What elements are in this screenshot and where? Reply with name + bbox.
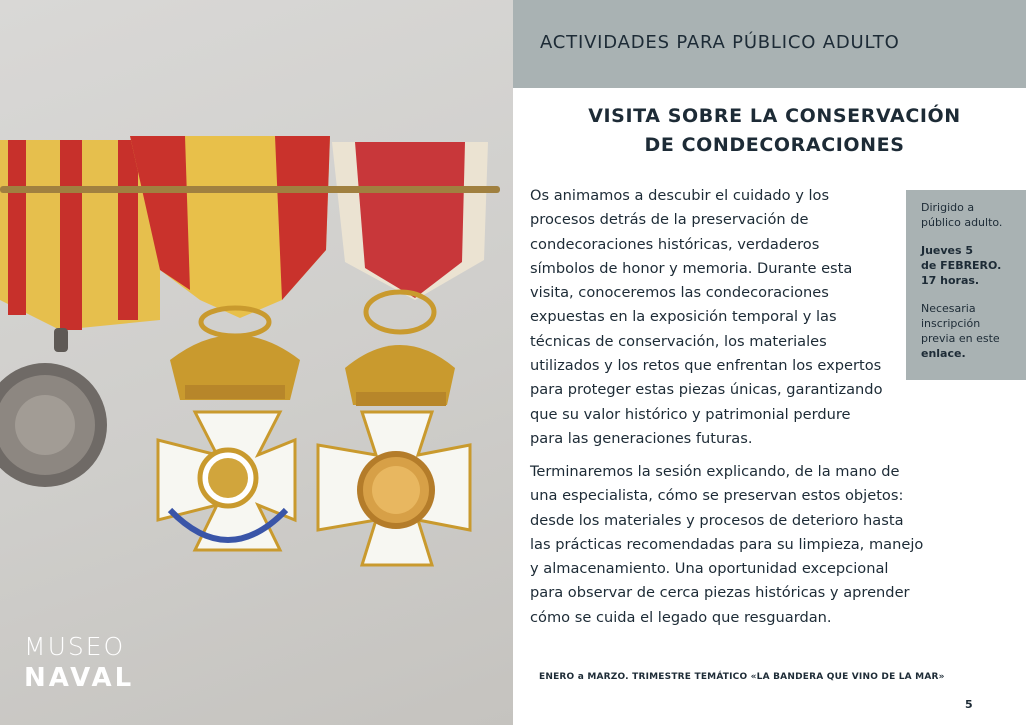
pin-bar: [0, 186, 500, 193]
crown-middle: [170, 308, 300, 400]
text-line: símbolos de honor y memoria. Durante esta: [530, 259, 853, 277]
text-line: procesos detrás de la preservación de: [530, 211, 809, 229]
text-line: condecoraciones históricas, verdaderos: [530, 235, 820, 253]
ribbon-right: [332, 142, 488, 300]
silver-medal: [0, 328, 107, 487]
registration-link[interactable]: enlace.: [921, 347, 966, 360]
text-line: técnicas de conservación, los materiales: [530, 332, 827, 350]
text-line: expuestas en la exposición temporal y las: [530, 308, 837, 326]
cross-right: [318, 412, 470, 565]
text-line: y almacenamiento. Una oportunidad excepcional: [530, 560, 889, 578]
date-line: de FEBRERO.: [921, 259, 1002, 272]
footer-text: ENERO a MARZO. TRIMESTRE TEMÁTICO «LA BANDERA QUE VINO DE LA MAR»: [539, 672, 945, 682]
event-title: [513, 102, 1026, 160]
date-line: Jueves 5: [921, 244, 974, 257]
event-title-line: VISITA SOBRE LA CONSERVACIÓN: [588, 105, 961, 127]
text-line: para las generaciones futuras.: [530, 429, 753, 447]
text-line: una especialista, cómo se preservan estos objetos:: [530, 487, 904, 505]
cross-middle: [158, 412, 295, 550]
event-description-1: [530, 184, 902, 451]
event-description-2: [530, 460, 950, 630]
text-line: para proteger estas piezas únicas, garantizando: [530, 381, 883, 399]
event-info-box: [906, 190, 1026, 380]
section-title: ACTIVIDADES PARA PÚBLICO ADULTO: [540, 32, 900, 53]
date-info: [921, 243, 1018, 288]
time-line: 17 horas.: [921, 274, 980, 287]
registration-info: [921, 301, 1018, 361]
event-title-line: DE CONDECORACIONES: [644, 134, 905, 156]
text-line: Terminaremos la sesión explicando, de la mano de: [530, 463, 900, 480]
text-line: para observar de cerca piezas históricas y aprender: [530, 584, 910, 602]
audience-line: Dirigido a: [921, 201, 975, 214]
text-line: Os animamos a descubir el cuidado y los: [530, 187, 830, 204]
page-number: 5: [965, 698, 973, 711]
text-line: utilizados y los retos que enfrentan los expertos: [530, 357, 882, 375]
crown-right: [345, 292, 455, 406]
text-line: las prácticas recomendadas para su limpieza, manejo: [530, 535, 924, 553]
logo-line-2: NAVAL: [24, 663, 135, 693]
section-header: [513, 0, 1026, 88]
registration-line: Necesaria: [921, 302, 976, 315]
registration-line: inscripción: [921, 317, 981, 330]
text-line: visita, conoceremos las condecoraciones: [530, 284, 829, 302]
logo-line-1: MUSEO: [24, 632, 126, 661]
museo-naval-logo: [24, 632, 134, 694]
audience-info: [921, 200, 1018, 230]
audience-line: público adulto.: [921, 216, 1003, 229]
text-line: desde los materiales y procesos de deterioro hasta: [530, 511, 904, 529]
registration-line: previa en este: [921, 332, 1000, 345]
text-line: cómo se cuida el legado que resguardan.: [530, 608, 832, 626]
text-line: que su valor histórico y patrimonial perdure: [530, 405, 851, 423]
ribbon-left: [0, 140, 160, 330]
